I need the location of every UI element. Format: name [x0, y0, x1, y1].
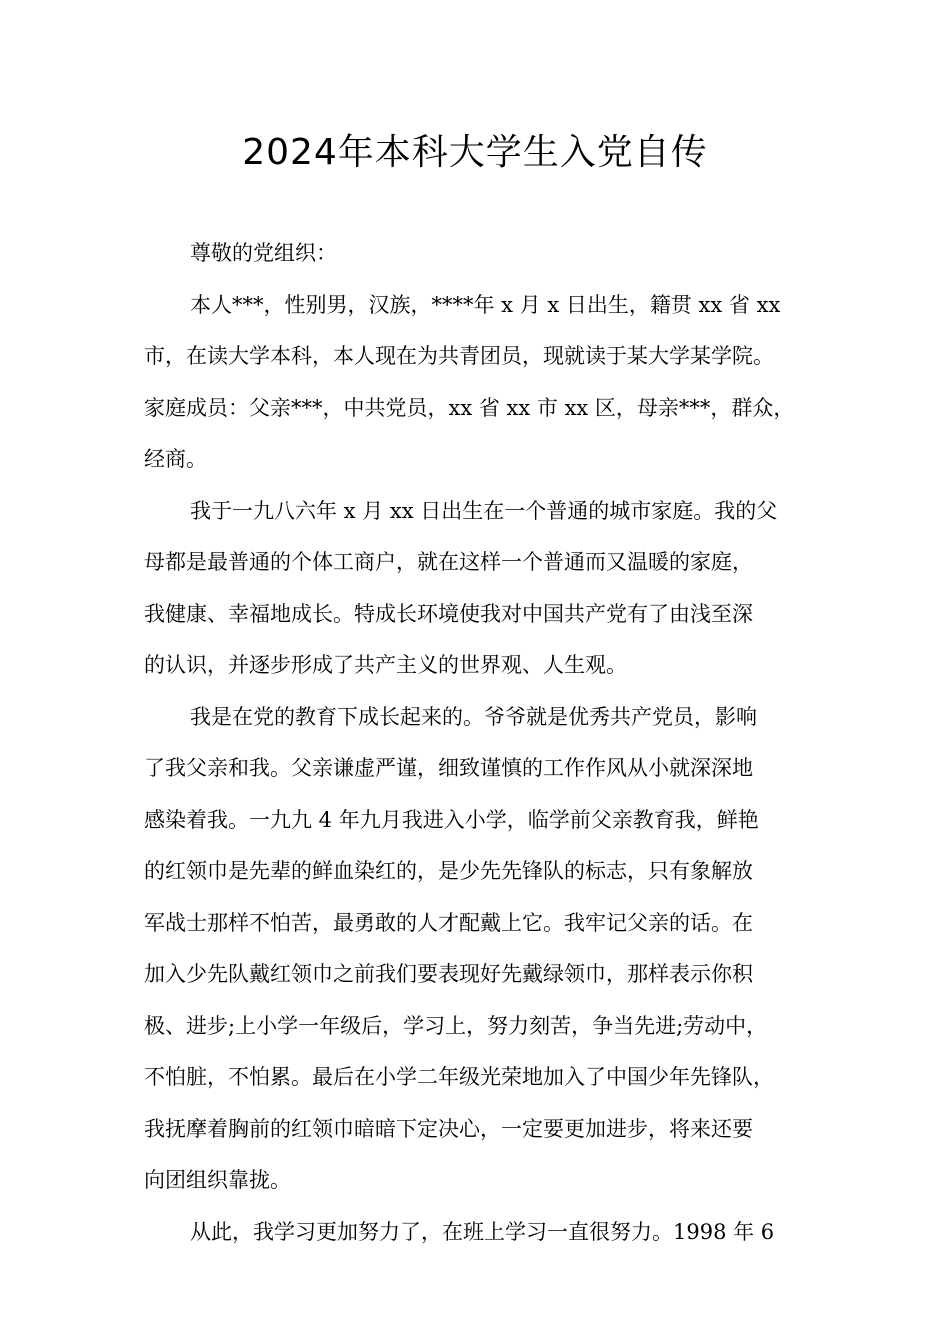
text-line: 我于一九八六年 x 月 xx 日出生在一个普通的城市家庭。我的父: [190, 498, 778, 523]
text-line: 极、进步;上小学一年级后，学习上，努力刻苦，争当先进;劳动中，: [144, 1013, 768, 1038]
text-line: 家庭成员：父亲***，中共党员，xx 省 xx 市 xx 区，母亲***，群众，: [144, 395, 795, 420]
text-line: 本人***，性别男，汉族，****年 x 月 x 日出生，籍贯 xx 省 xx: [190, 292, 781, 317]
text-line: 军战士那样不怕苦，最勇敢的人才配戴上它。我牢记父亲的话。在: [144, 910, 753, 935]
paragraph-personal-info: [144, 285, 812, 480]
document-body: [144, 233, 812, 1263]
text-line: 的红领巾是先辈的鲜血染红的，是少先先锋队的标志，只有象解放: [144, 859, 753, 883]
text-line: 母都是最普通的个体工商户，就在这样一个普通而又温暖的家庭，: [144, 550, 753, 574]
text-line: 了我父亲和我。父亲谦虚严谨，细致谨慎的工作作风从小就深深地: [144, 756, 753, 780]
paragraph-growth: [144, 697, 812, 1201]
text-line: 的认识，并逐步形成了共产主义的世界观、人生观。: [144, 653, 627, 677]
text-line: 尊敬的党组织：: [190, 241, 337, 265]
text-line: 我抚摩着胸前的红领巾暗暗下定决心，一定要更加进步，将来还要: [144, 1116, 753, 1141]
paragraph-salutation: [144, 233, 812, 273]
paragraph-study: [144, 1212, 812, 1252]
text-line: 我是在党的教育下成长起来的。爷爷就是优秀共产党员，影响: [190, 704, 757, 729]
text-line: 不怕脏，不怕累。最后在小学二年级光荣地加入了中国少年先锋队，: [144, 1065, 774, 1089]
text-line: 我健康、幸福地成长。特成长环境使我对中国共产党有了由浅至深: [144, 601, 753, 626]
text-line: 感染着我。一九九 4 年九月我进入小学，临学前父亲教育我，鲜艳: [144, 807, 759, 832]
text-line: 从此，我学习更加努力了，在班上学习一直很努力。1998 年 6: [190, 1219, 775, 1244]
text-line: 向团组织靠拢。: [144, 1168, 291, 1192]
text-line: 加入少先队戴红领巾之前我们要表现好先戴绿领巾，那样表示你积: [144, 962, 753, 986]
paragraph-family-background: [144, 491, 812, 686]
text-line: 经商。: [144, 447, 207, 471]
document-title: 2024年本科大学生入党自传: [242, 132, 708, 173]
text-line: 市，在读大学本科，本人现在为共青团员，现就读于某大学某学院。: [144, 344, 774, 368]
